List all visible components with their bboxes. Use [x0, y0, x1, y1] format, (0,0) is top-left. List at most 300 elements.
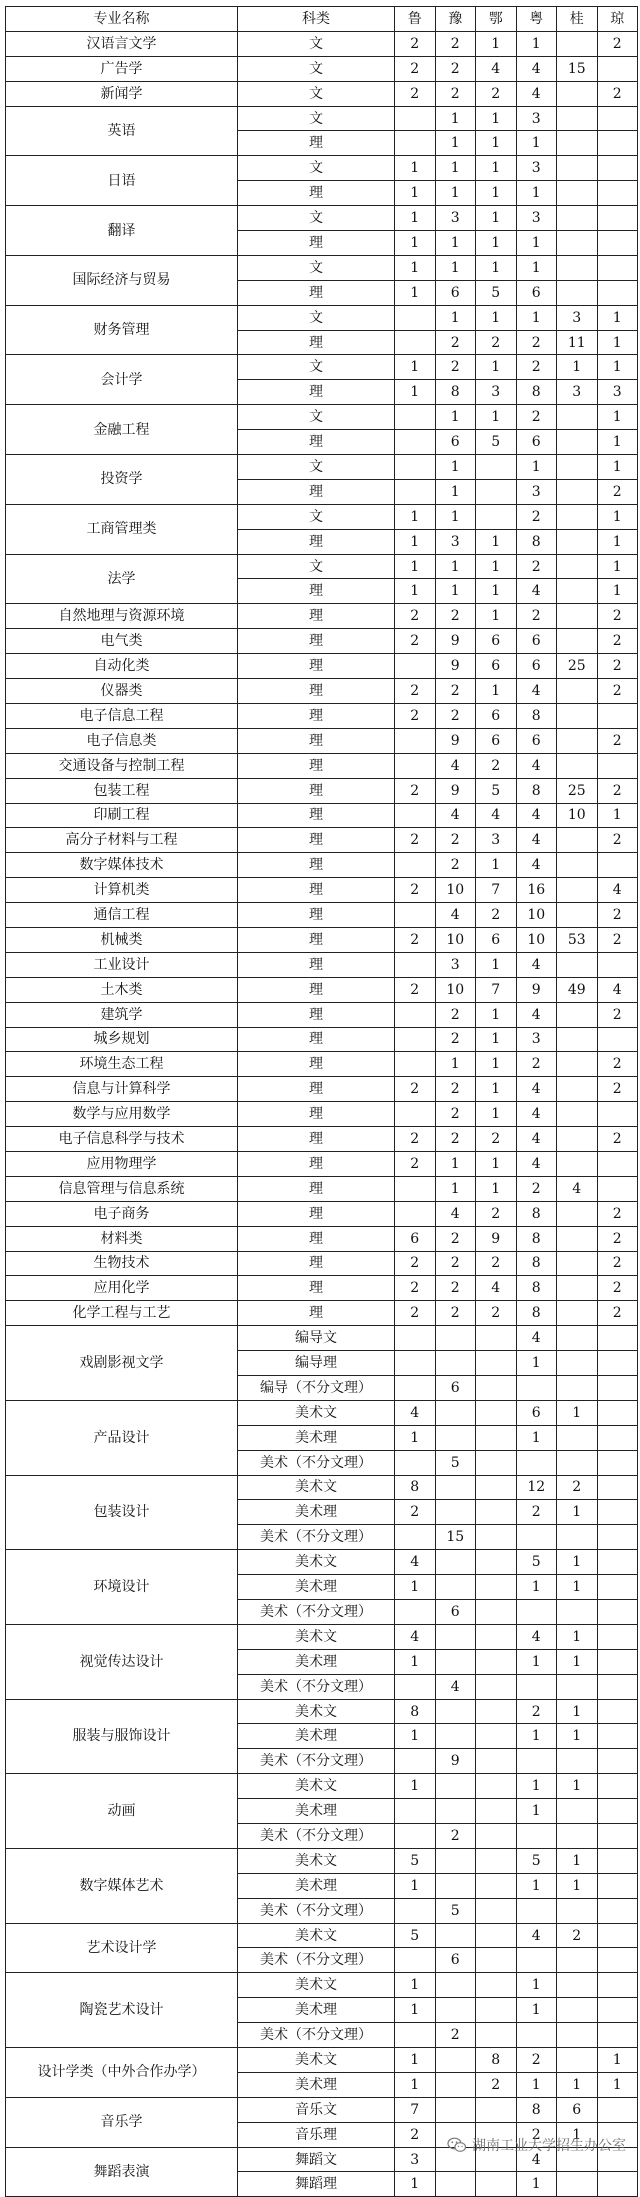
quota-cell: 1: [476, 231, 517, 256]
table-row: [6, 778, 638, 803]
quota-cell: [435, 1873, 476, 1898]
quota-cell: 1: [597, 455, 638, 480]
quota-cell: 1: [435, 131, 476, 156]
quota-cell: 25: [557, 654, 598, 679]
table-row: [6, 1077, 638, 1102]
major-name-cell: 数学与应用数学: [6, 1102, 238, 1127]
quota-cell: 6: [435, 1600, 476, 1625]
quota-cell: [476, 1550, 517, 1575]
quota-cell: [557, 181, 598, 206]
quota-cell: [435, 1400, 476, 1425]
category-cell: 理: [238, 1052, 395, 1077]
quota-cell: 2: [557, 1923, 598, 1948]
quota-cell: [597, 156, 638, 181]
quota-cell: [597, 1326, 638, 1351]
quota-cell: [395, 803, 436, 828]
quota-cell: [557, 1525, 598, 1550]
quota-cell: [476, 504, 517, 529]
table-row: [6, 1176, 638, 1201]
quota-cell: [476, 1674, 517, 1699]
major-name-cell: 机械类: [6, 927, 238, 952]
quota-cell: 1: [476, 1077, 517, 1102]
quota-cell: 2: [597, 1077, 638, 1102]
quota-cell: [516, 1600, 557, 1625]
header-category: 科类: [238, 7, 395, 32]
category-cell: 美术文: [238, 1923, 395, 1948]
quota-cell: 1: [516, 1998, 557, 2023]
quota-cell: 2: [395, 703, 436, 728]
quota-cell: [597, 1425, 638, 1450]
quota-cell: [435, 1425, 476, 1450]
quota-cell: [597, 1450, 638, 1475]
table-row: [6, 952, 638, 977]
quota-cell: [557, 1674, 598, 1699]
quota-cell: 8: [516, 1226, 557, 1251]
quota-cell: [395, 2023, 436, 2048]
table-row: [6, 853, 638, 878]
quota-cell: 9: [476, 1226, 517, 1251]
category-cell: 理: [238, 131, 395, 156]
table-row: [6, 206, 638, 231]
quota-cell: 6: [435, 1948, 476, 1973]
quota-cell: [597, 2097, 638, 2122]
quota-cell: 1: [476, 355, 517, 380]
quota-cell: 1: [476, 156, 517, 181]
table-row: [6, 654, 638, 679]
quota-cell: 1: [395, 579, 436, 604]
table-row: [6, 977, 638, 1002]
major-name-cell: 广告学: [6, 56, 238, 81]
quota-cell: 1: [557, 1774, 598, 1799]
quota-cell: 2: [597, 31, 638, 56]
quota-cell: [435, 1649, 476, 1674]
quota-cell: 10: [516, 903, 557, 928]
major-name-cell: 包装工程: [6, 778, 238, 803]
table-row: [6, 56, 638, 81]
table-row: [6, 878, 638, 903]
category-cell: 美术文: [238, 1550, 395, 1575]
category-cell: 美术理: [238, 1998, 395, 2023]
quota-cell: [557, 156, 598, 181]
quota-cell: [597, 1151, 638, 1176]
quota-cell: [476, 1774, 517, 1799]
table-row: [6, 629, 638, 654]
quota-cell: [476, 2097, 517, 2122]
quota-cell: 5: [476, 430, 517, 455]
quota-cell: 6: [476, 728, 517, 753]
quota-cell: [395, 1525, 436, 1550]
quota-cell: 8: [516, 1276, 557, 1301]
category-cell: 美术（不分文理）: [238, 1600, 395, 1625]
quota-cell: 4: [435, 903, 476, 928]
table-row: [6, 554, 638, 579]
quota-cell: 1: [597, 803, 638, 828]
category-cell: 美术（不分文理）: [238, 1948, 395, 1973]
quota-cell: 2: [435, 330, 476, 355]
quota-cell: [435, 1624, 476, 1649]
quota-cell: 1: [476, 1176, 517, 1201]
quota-cell: 9: [516, 977, 557, 1002]
quota-cell: 1: [516, 1973, 557, 1998]
quota-cell: 2: [395, 1500, 436, 1525]
quota-cell: 1: [557, 355, 598, 380]
quota-cell: [476, 1749, 517, 1774]
quota-cell: 8: [516, 778, 557, 803]
table-row: [6, 1027, 638, 1052]
table-row: [6, 1226, 638, 1251]
category-cell: 文: [238, 305, 395, 330]
quota-cell: [516, 1450, 557, 1475]
quota-cell: [395, 1052, 436, 1077]
quota-cell: [395, 1450, 436, 1475]
quota-cell: 3: [516, 1027, 557, 1052]
quota-cell: 2: [476, 2072, 517, 2097]
header-province: 豫: [435, 7, 476, 32]
quota-cell: 1: [476, 181, 517, 206]
quota-cell: 9: [435, 778, 476, 803]
quota-cell: 1: [476, 1102, 517, 1127]
category-cell: 理: [238, 1002, 395, 1027]
table-row: [6, 828, 638, 853]
quota-cell: 1: [395, 2172, 436, 2197]
quota-cell: [597, 206, 638, 231]
quota-cell: 2: [597, 604, 638, 629]
quota-cell: 2: [516, 405, 557, 430]
quota-cell: 4: [435, 803, 476, 828]
quota-cell: [557, 504, 598, 529]
quota-cell: 1: [476, 405, 517, 430]
quota-cell: [597, 56, 638, 81]
major-name-cell: 自动化类: [6, 654, 238, 679]
quota-cell: [557, 853, 598, 878]
quota-cell: [435, 2097, 476, 2122]
quota-cell: [597, 1351, 638, 1376]
quota-cell: 1: [395, 181, 436, 206]
quota-cell: 2: [597, 81, 638, 106]
quota-cell: 1: [516, 305, 557, 330]
quota-cell: 1: [395, 231, 436, 256]
category-cell: 理: [238, 1301, 395, 1326]
table-row: [6, 255, 638, 280]
quota-cell: [476, 1799, 517, 1824]
quota-cell: [597, 1948, 638, 1973]
quota-cell: 2: [476, 1201, 517, 1226]
quota-cell: [395, 753, 436, 778]
quota-cell: 4: [516, 753, 557, 778]
quota-cell: 3: [476, 828, 517, 853]
quota-cell: 1: [395, 2048, 436, 2073]
quota-cell: 1: [435, 554, 476, 579]
quota-cell: 4: [516, 1102, 557, 1127]
quota-cell: 1: [516, 1575, 557, 1600]
quota-cell: [597, 1799, 638, 1824]
category-cell: 编导文: [238, 1326, 395, 1351]
quota-cell: 4: [516, 1923, 557, 1948]
quota-cell: [557, 2023, 598, 2048]
category-cell: 文: [238, 56, 395, 81]
major-name-cell: 交通设备与控制工程: [6, 753, 238, 778]
quota-cell: 6: [476, 703, 517, 728]
table-row: [6, 1699, 638, 1724]
quota-cell: [395, 1948, 436, 1973]
quota-cell: 1: [395, 1649, 436, 1674]
quota-cell: 6: [516, 1400, 557, 1425]
quota-cell: 2: [395, 604, 436, 629]
category-cell: 理: [238, 878, 395, 903]
quota-cell: 1: [516, 1873, 557, 1898]
category-cell: 美术文: [238, 1848, 395, 1873]
quota-cell: 7: [476, 977, 517, 1002]
quota-cell: [395, 1799, 436, 1824]
quota-cell: 2: [516, 504, 557, 529]
quota-cell: 1: [476, 255, 517, 280]
quota-cell: [597, 1848, 638, 1873]
quota-cell: 1: [597, 330, 638, 355]
quota-cell: 8: [516, 703, 557, 728]
admission-plan-table: [5, 6, 638, 2197]
quota-cell: [435, 1923, 476, 1948]
quota-cell: [395, 479, 436, 504]
quota-cell: 4: [597, 878, 638, 903]
quota-cell: 3: [516, 206, 557, 231]
quota-cell: 4: [516, 853, 557, 878]
quota-cell: 4: [516, 1127, 557, 1152]
category-cell: 理: [238, 679, 395, 704]
quota-cell: [557, 2048, 598, 2073]
quota-cell: 1: [435, 1151, 476, 1176]
quota-cell: [597, 952, 638, 977]
header-province: 鲁: [395, 7, 436, 32]
category-cell: 文: [238, 355, 395, 380]
quota-cell: 1: [557, 2072, 598, 2097]
category-cell: 美术文: [238, 1624, 395, 1649]
quota-cell: 2: [516, 2122, 557, 2147]
quota-cell: 2: [435, 1077, 476, 1102]
major-name-cell: 动画: [6, 1774, 238, 1849]
quota-cell: 12: [516, 1475, 557, 1500]
quota-cell: 2: [516, 1052, 557, 1077]
major-name-cell: 电子商务: [6, 1201, 238, 1226]
quota-cell: 1: [516, 1799, 557, 1824]
table-row: [6, 81, 638, 106]
quota-cell: 4: [516, 1624, 557, 1649]
quota-cell: [557, 1276, 598, 1301]
table-row: [6, 1201, 638, 1226]
quota-cell: [597, 1176, 638, 1201]
quota-cell: 2: [435, 1301, 476, 1326]
quota-cell: 1: [476, 1002, 517, 1027]
major-name-cell: 英语: [6, 106, 238, 156]
quota-cell: [557, 106, 598, 131]
quota-cell: [557, 903, 598, 928]
quota-cell: 1: [395, 504, 436, 529]
watermark-text: 湖南工业大学招生办公室: [472, 2138, 626, 2154]
quota-cell: 4: [516, 1077, 557, 1102]
quota-cell: 1: [435, 455, 476, 480]
quota-cell: [395, 903, 436, 928]
quota-cell: 3: [476, 380, 517, 405]
quota-cell: 2: [435, 1127, 476, 1152]
quota-cell: 8: [516, 1251, 557, 1276]
table-row: [6, 1151, 638, 1176]
quota-cell: 4: [516, 56, 557, 81]
quota-cell: 1: [395, 1425, 436, 1450]
quota-cell: 1: [476, 679, 517, 704]
quota-cell: 2: [395, 31, 436, 56]
quota-cell: [476, 1475, 517, 1500]
category-cell: 理: [238, 1276, 395, 1301]
table-row: [6, 31, 638, 56]
quota-cell: [557, 1375, 598, 1400]
quota-cell: 1: [597, 405, 638, 430]
quota-cell: 2: [597, 679, 638, 704]
quota-cell: [597, 1649, 638, 1674]
quota-cell: 8: [516, 380, 557, 405]
quota-cell: 10: [435, 977, 476, 1002]
table-row: [6, 728, 638, 753]
quota-cell: 9: [435, 1749, 476, 1774]
quota-cell: 8: [516, 529, 557, 554]
quota-cell: 1: [435, 305, 476, 330]
category-cell: 美术文: [238, 2048, 395, 2073]
quota-cell: [597, 853, 638, 878]
quota-cell: [557, 753, 598, 778]
quota-cell: [476, 1500, 517, 1525]
quota-cell: 2: [597, 1276, 638, 1301]
quota-cell: 1: [597, 430, 638, 455]
quota-cell: 2: [395, 2122, 436, 2147]
category-cell: 理: [238, 1151, 395, 1176]
category-cell: 理: [238, 977, 395, 1002]
quota-cell: 1: [476, 31, 517, 56]
quota-cell: 1: [516, 131, 557, 156]
quota-cell: 2: [476, 903, 517, 928]
quota-cell: [395, 1674, 436, 1699]
quota-cell: 4: [516, 679, 557, 704]
quota-cell: 1: [516, 31, 557, 56]
quota-cell: [435, 1699, 476, 1724]
quota-cell: 8: [516, 1301, 557, 1326]
quota-cell: 2: [395, 1151, 436, 1176]
major-name-cell: 金融工程: [6, 405, 238, 455]
quota-cell: 3: [557, 380, 598, 405]
quota-cell: [557, 1326, 598, 1351]
table-row: [6, 903, 638, 928]
quota-cell: [597, 1923, 638, 1948]
quota-cell: [395, 952, 436, 977]
quota-cell: [557, 131, 598, 156]
category-cell: 理: [238, 1102, 395, 1127]
quota-cell: 15: [557, 56, 598, 81]
category-cell: 文: [238, 156, 395, 181]
category-cell: 理: [238, 280, 395, 305]
quota-cell: 4: [516, 803, 557, 828]
quota-cell: [435, 1575, 476, 1600]
quota-cell: 3: [435, 952, 476, 977]
quota-cell: [557, 1998, 598, 2023]
quota-cell: [395, 1176, 436, 1201]
major-name-cell: 信息管理与信息系统: [6, 1176, 238, 1201]
major-name-cell: 工业设计: [6, 952, 238, 977]
quota-cell: [395, 1600, 436, 1625]
quota-cell: 2: [476, 81, 517, 106]
category-cell: 美术理: [238, 1649, 395, 1674]
quota-cell: 1: [476, 554, 517, 579]
quota-cell: [476, 1400, 517, 1425]
quota-cell: 1: [395, 1973, 436, 1998]
category-cell: 美术（不分文理）: [238, 1525, 395, 1550]
quota-cell: 1: [516, 455, 557, 480]
quota-cell: [476, 1450, 517, 1475]
quota-cell: [435, 2048, 476, 2073]
quota-cell: [557, 604, 598, 629]
quota-cell: [597, 1375, 638, 1400]
quota-cell: 1: [395, 1575, 436, 1600]
quota-cell: 2: [435, 355, 476, 380]
quota-cell: [395, 405, 436, 430]
major-name-cell: 土木类: [6, 977, 238, 1002]
quota-cell: 2: [395, 1127, 436, 1152]
category-cell: 理: [238, 1127, 395, 1152]
quota-cell: [597, 231, 638, 256]
quota-cell: 10: [516, 927, 557, 952]
table-body: [6, 31, 638, 2196]
table-row: [6, 803, 638, 828]
major-name-cell: 艺术设计学: [6, 1923, 238, 1973]
quota-cell: [476, 1973, 517, 1998]
quota-cell: [476, 1351, 517, 1376]
quota-cell: [395, 1201, 436, 1226]
header-row: [6, 7, 638, 32]
quota-cell: 8: [395, 1475, 436, 1500]
table-row: [6, 305, 638, 330]
quota-cell: [476, 1699, 517, 1724]
category-cell: 美术理: [238, 1799, 395, 1824]
quota-cell: [557, 1600, 598, 1625]
table-row: [6, 1102, 638, 1127]
header-major: 专业名称: [6, 7, 238, 32]
quota-cell: [557, 405, 598, 430]
quota-cell: [557, 1052, 598, 1077]
quota-cell: [395, 1375, 436, 1400]
quota-cell: 2: [435, 853, 476, 878]
quota-cell: [516, 1375, 557, 1400]
quota-cell: 4: [516, 1151, 557, 1176]
watermark: [447, 2135, 626, 2155]
quota-cell: [597, 131, 638, 156]
quota-cell: 2: [597, 654, 638, 679]
quota-cell: 1: [597, 554, 638, 579]
quota-cell: [597, 2172, 638, 2197]
quota-cell: [395, 1351, 436, 1376]
quota-cell: 1: [395, 2072, 436, 2097]
quota-cell: 4: [476, 1276, 517, 1301]
quota-cell: 2: [395, 778, 436, 803]
major-name-cell: 国际经济与贸易: [6, 255, 238, 305]
quota-cell: [597, 1400, 638, 1425]
category-cell: 美术（不分文理）: [238, 2023, 395, 2048]
quota-cell: 1: [395, 1774, 436, 1799]
quota-cell: 2: [395, 927, 436, 952]
quota-cell: 2: [435, 1002, 476, 1027]
quota-cell: 6: [516, 654, 557, 679]
quota-cell: 3: [516, 106, 557, 131]
quota-cell: [476, 2023, 517, 2048]
quota-cell: [516, 1824, 557, 1849]
category-cell: 理: [238, 1077, 395, 1102]
quota-cell: 1: [597, 579, 638, 604]
quota-cell: 6: [516, 280, 557, 305]
